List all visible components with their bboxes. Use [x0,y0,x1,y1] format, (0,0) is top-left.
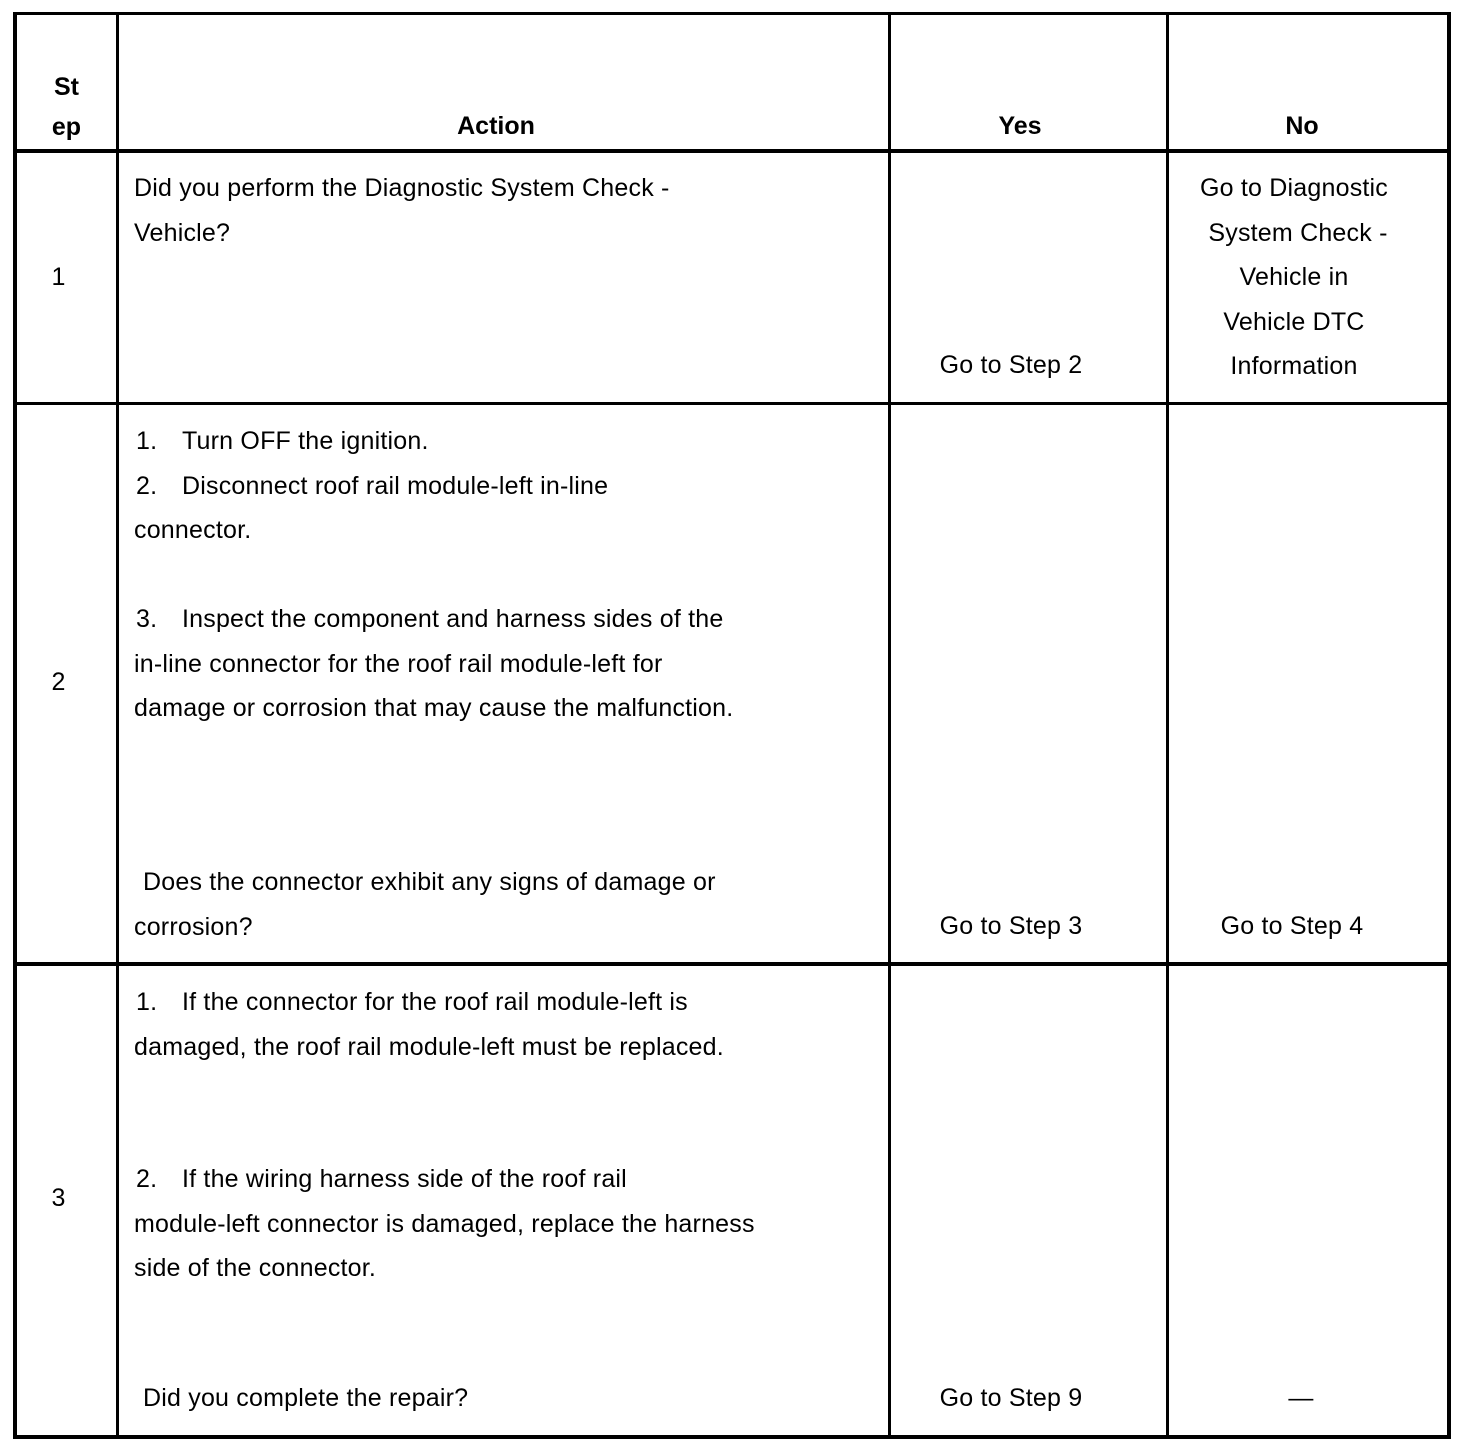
list-item-text: Turn OFF the ignition. [182,427,429,455]
action-text [134,419,608,553]
no-result-line: Vehicle in [1239,263,1349,291]
yes-result: Go to Step 2 [939,351,1083,379]
header-no: No [1285,112,1319,140]
header-yes: Yes [998,112,1042,140]
list-item-number: 2. [136,471,158,500]
header-step-line1: St [54,73,79,101]
list-item-continuation: damaged, the roof rail module-left must be replaced. [134,1032,724,1061]
row-divider-1 [13,402,1450,405]
list-item [134,464,608,509]
no-result: Go to Step 4 [1220,912,1364,940]
yes-result: Go to Step 9 [939,1384,1083,1412]
question-line: corrosion? [134,912,253,941]
list-item-text: If the wiring harness side of the roof rail [182,1165,627,1193]
action-line: Did you perform the Diagnostic System Check - [134,174,670,202]
list-item-text: If the connector for the roof rail module-left is [182,988,688,1016]
header-action: Action [457,112,535,140]
list-item-number: 2. [136,1165,158,1193]
table-border-right [1447,12,1451,1439]
column-divider-action [888,12,891,1439]
no-result-line: Go to Diagnostic [1199,174,1388,202]
table-border-bottom [13,1435,1450,1439]
step-number: 2 [51,668,66,696]
list-item [134,597,733,642]
step-number: 1 [51,263,66,291]
list-item-continuation: connector. [134,516,252,544]
list-item [134,1157,755,1202]
list-item-continuation: in-line connector for the roof rail module-left for [134,649,663,678]
list-item-number: 3. [136,605,158,633]
step-number: 3 [51,1184,66,1212]
header-step [17,67,116,147]
header-divider [13,149,1450,153]
no-result-line: Information [1230,352,1358,380]
no-result: — [1288,1384,1314,1412]
action-text [134,1157,755,1291]
action-text [134,597,733,731]
action-text [134,980,724,1069]
table-border-top [13,12,1450,15]
header-step-line2: ep [51,113,82,141]
list-item-continuation: side of the connector. [134,1254,377,1282]
action-text [134,166,670,255]
list-item [134,419,608,464]
list-item-number: 1. [136,988,158,1016]
list-item-text: Disconnect roof rail module-left in-line [182,471,609,500]
no-result [1169,166,1419,389]
question-text [134,860,716,949]
list-item-text: Inspect the component and harness sides of the [182,605,724,633]
column-divider-step [116,12,119,1439]
list-item-continuation: damage or corrosion that may cause the malfunction. [134,694,734,722]
question-text: Did you complete the repair? [143,1384,469,1412]
list-item [134,980,724,1025]
no-result-line: Vehicle DTC [1223,307,1365,336]
question-line: Does the connector exhibit any signs of damage or [143,868,716,896]
table-border-left [13,12,17,1439]
no-result-line: System Check - [1208,218,1388,247]
row-divider-2 [13,962,1450,966]
list-item-number: 1. [136,427,158,455]
action-line: Vehicle? [134,218,231,247]
yes-result: Go to Step 3 [939,912,1083,940]
list-item-continuation: module-left connector is damaged, replace the harness [134,1209,755,1238]
